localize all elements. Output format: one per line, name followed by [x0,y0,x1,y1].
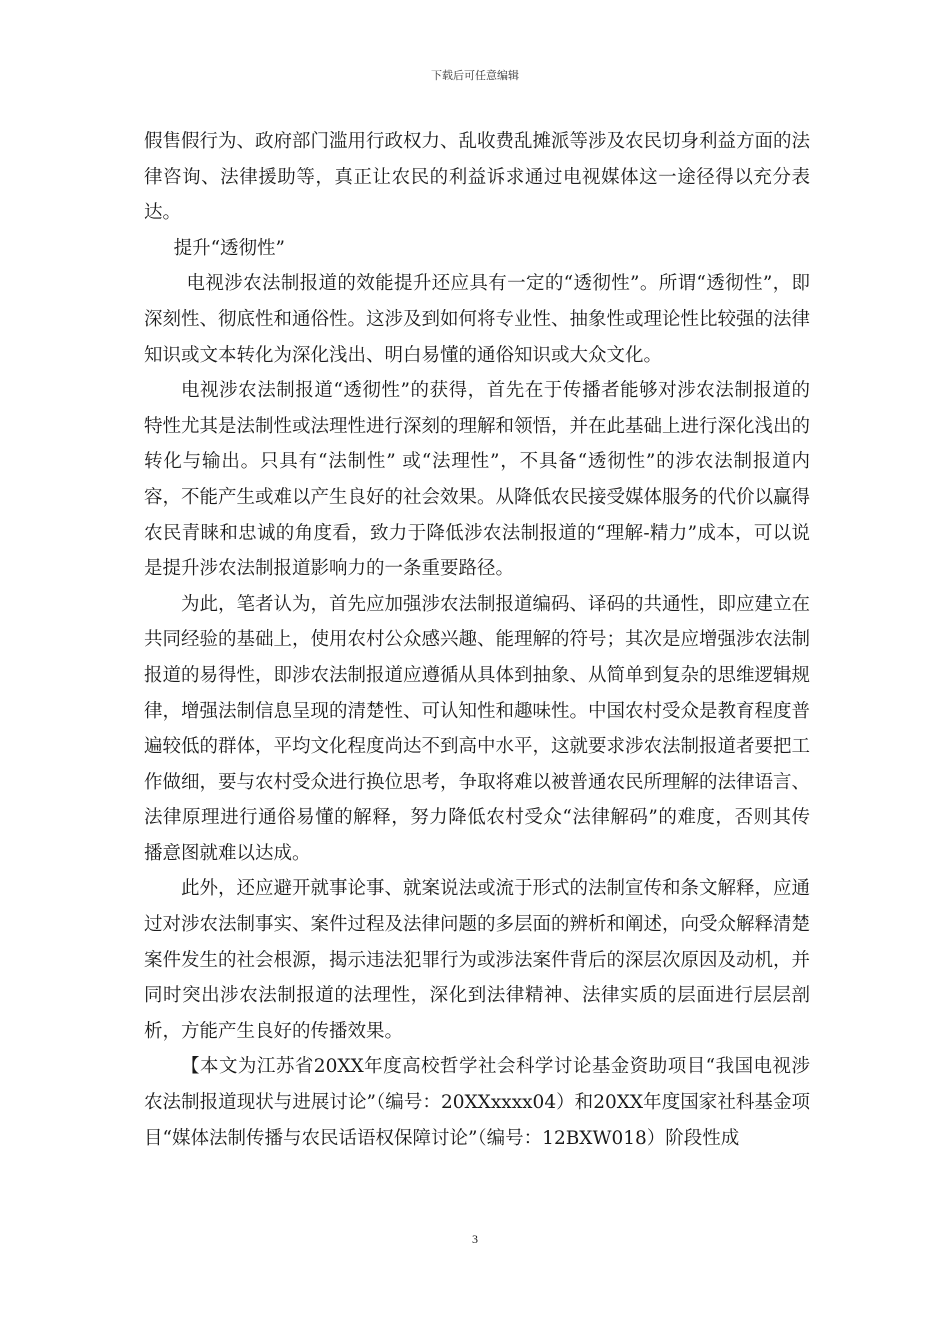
paragraph: 为此，笔者认为，首先应加强涉农法制报道编码、译码的共通性，即应建立在共同经验的基础上，使用农村公众感兴趣、能理解的符号；其次是应增强涉农法制报道的易得性，即涉农法制报道应遵循从具体到抽象、从简单到复杂的思维逻辑规律，增强法制信息呈现的清楚性、可认知性和趣味性。中国农村受众是教育程度普遍较低的群体，平均文化程度尚达不到高中水平，这就要求涉农法制报道者要把工作做细，要与农村受众进行换位思考，争取将难以被普通农民所理解的法律语言、法律原理进行通俗易懂的解释，努力降低农村受众“法律解码”的难度，否则其传播意图就难以达成。 [144,593,811,864]
paragraph: 电视涉农法制报道“透彻性”的获得，首先在于传播者能够对涉农法制报道的特性尤其是法制性或法理性进行深刻的理解和领悟，并在此基础上进行深化浅出的转化与输出。只具有“法制性” 或“法理性”，不具备“透彻性”的涉农法制报道内容，不能产生或难以产生良好的社会效果。从降低农民接受媒体服务的代价以赢得农民青睐和忠诚的角度看，致力于降低涉农法制报道的“理解-精力”成本，可以说是提升涉农法制报道影响力的一条重要路径。 [144,380,811,580]
paragraph-note: 【本文为江苏省20XX年度高校哲学社会科学讨论基金资助项目“我国电视涉农法制报道现状与进展讨论”（编号：20XXxxxx04）和20XX年度国家社科基金项目“媒体法制传播与农民话语权保障讨论”（编号：12BXW018）阶段性成 [144,1056,810,1149]
paragraph: 此外，还应避开就事论事、就案说法或流于形式的法制宣传和条文解释，应通过对涉农法制事实、案件过程及法律问题的多层面的辨析和阐述，向受众解释清楚案件发生的社会根源，揭示违法犯罪行为或涉法案件背后的深层次原因及动机，并同时突出涉农法制报道的法理性，深化到法律精神、法律实质的层面进行层层剖析，方能产生良好的传播效果。 [144,878,811,1042]
paragraph: 电视涉农法制报道的效能提升还应具有一定的“透彻性”。所谓“透彻性”，即深刻性、彻底性和通俗性。这涉及到如何将专业性、抽象性或理论性比较强的法律知识或文本转化为深化浅出、明白易懂的通俗知识或大众文化。 [144,273,811,366]
document-body [144,124,810,1156]
section-heading: 提升“透彻性” [173,237,286,259]
page-header: 下载后可任意编辑 [431,69,519,82]
paragraph-continued: 假售假行为、政府部门滥用行政权力、乱收费乱摊派等涉及农民切身利益方面的法律咨询、法律援助等，真正让农民的利益诉求通过电视媒体这一途径得以充分表达。 [144,131,811,224]
page-number: 3 [472,1232,478,1246]
